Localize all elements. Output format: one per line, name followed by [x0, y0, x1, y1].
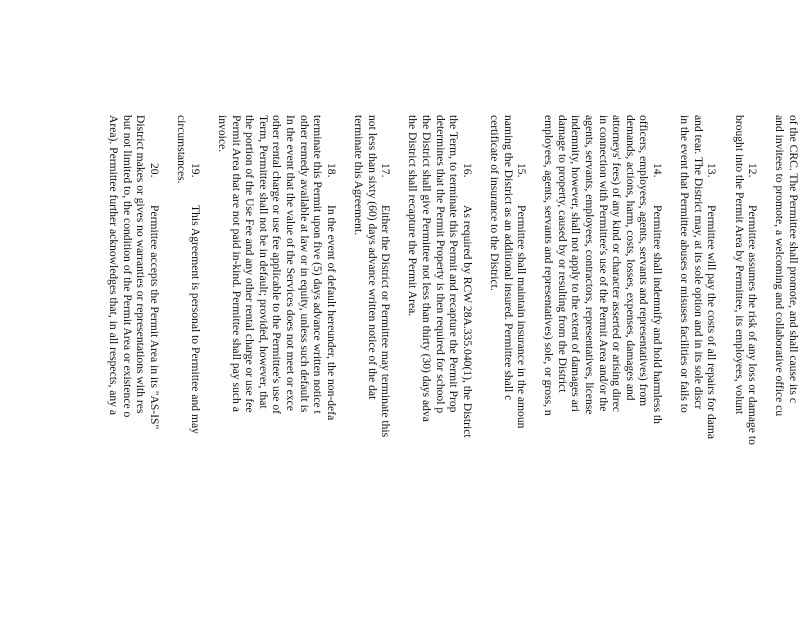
paragraph-number: 16.: [460, 163, 474, 178]
text-line: in the event that Permittee abuses or misuses facilities or fails to: [678, 115, 692, 413]
paragraph-number: 15.: [515, 163, 529, 178]
text-line: Either the District or Permittee may terminate this: [379, 205, 393, 438]
text-line: Permittee accepts the Permit Area in its "AS-IS": [148, 205, 162, 430]
text-line: damage to property, caused by or resulting from the District: [555, 115, 569, 393]
paragraph-20: [107, 115, 161, 618]
text-line: attorneys' fees) of any kind or character asserted or arising direc: [610, 115, 624, 412]
text-line: the Term, to terminate this Permit and recapture the Permit Prop: [447, 115, 461, 413]
text-line: in connection with Permittee's use of the Permit Area and/or the: [596, 115, 610, 412]
paragraph-number: 12.: [746, 163, 760, 178]
text-line: Permittee assumes the risk of any loss or damage to: [746, 205, 760, 445]
paragraph-16: [406, 115, 474, 618]
paragraph-number: 14.: [651, 163, 665, 178]
paragraph-13: [678, 115, 719, 618]
paragraph-14: [542, 115, 664, 618]
text-line: indemnity, however, shall not apply to the extent of damages ari: [569, 115, 583, 412]
paragraph-crc: [773, 115, 800, 618]
paragraph-number: 19.: [188, 163, 202, 178]
text-line: agents, servants, employees, contractors, representatives, license: [583, 115, 597, 415]
text-line: Term, Permittee shall not be in default; provided, however, that: [256, 115, 270, 409]
text-line: employees, agents, servants and representatives) sole, or gross, n: [542, 115, 556, 416]
text-line: circumstances.: [175, 115, 189, 184]
text-line: District makes or gives no warranties or representations with res: [134, 115, 148, 414]
text-line: of the CRC. The Permittee shall promote, and shall cause its c: [787, 115, 800, 403]
text-line: and tear. The District may, at its sole option and in its sole discr: [691, 115, 705, 410]
paragraph-17: [351, 115, 392, 618]
text-line: terminate this Permit upon five (5) days advance written notice t: [311, 115, 325, 414]
text-line: brought into the Permit Area by Permittee, its employees, volunt: [732, 115, 746, 415]
text-line: but not limited to, the condition of the Permit Area or existence o: [120, 115, 134, 418]
text-line: In the event that the value of the Services does not meet or exce: [284, 115, 298, 411]
text-line: This Agreement is personal to Permittee and may: [188, 205, 202, 434]
text-line: officers, employees, agents, servants and representatives) from: [637, 115, 651, 407]
paragraph-19: [175, 115, 202, 618]
text-line: the District shall give Permittee not less than thirty (30) days adva: [419, 115, 433, 422]
document-page: [93, 115, 800, 618]
paragraph-12: [732, 115, 759, 618]
text-line: In the event of default hereunder, the non-defa: [324, 205, 338, 421]
paragraph-number: 13.: [705, 163, 719, 178]
text-line: Area). Permittee further acknowledges that, in all respects, any a: [107, 115, 121, 416]
text-line: demands, actions, harm, costs, losses, expenses, damages and: [623, 115, 637, 401]
text-line: terminate this Agreement.: [352, 115, 365, 236]
text-line: invoice.: [216, 115, 230, 153]
text-line: As required by RCW 28A.335.040(1), the District: [460, 205, 474, 438]
text-line: Permittee shall indemnify and hold harmless th: [651, 205, 665, 424]
text-line: certificate of insurance to the District.: [487, 115, 501, 291]
text-line: other remedy available at law or in equity, unless such default is: [297, 115, 311, 413]
text-line: the portion of the Use Fee and any other rental charge or use fee: [243, 115, 257, 413]
paragraph-number: 18.: [324, 163, 338, 178]
text-line: Permittee shall maintain insurance in the amoun: [515, 205, 529, 429]
text-line: naming the District as an additional insured. Permittee shall c: [501, 115, 515, 401]
text-line: other rental charge or use fee applicable to the Permittee's use of: [270, 115, 284, 415]
paragraph-15: [487, 115, 528, 618]
paragraph-number: 20.: [148, 163, 162, 178]
paragraph-18: [215, 115, 337, 618]
text-line: not less than sixty (60) days advance written notice of the dat: [365, 115, 379, 400]
text-line: and invitees to promote, a welcoming and collaborative office cu: [773, 115, 787, 417]
text-line: Permittee will pay the costs of all repairs for dama: [705, 205, 719, 440]
text-line: determines that the Permit Property is then required for school p: [433, 115, 447, 414]
text-line: the District shall recapture the Permit Area.: [406, 115, 420, 317]
text-line: Permit Area that are not paid in-kind. Permittee shall pay such a: [229, 115, 243, 412]
paragraph-number: 17.: [379, 163, 393, 178]
